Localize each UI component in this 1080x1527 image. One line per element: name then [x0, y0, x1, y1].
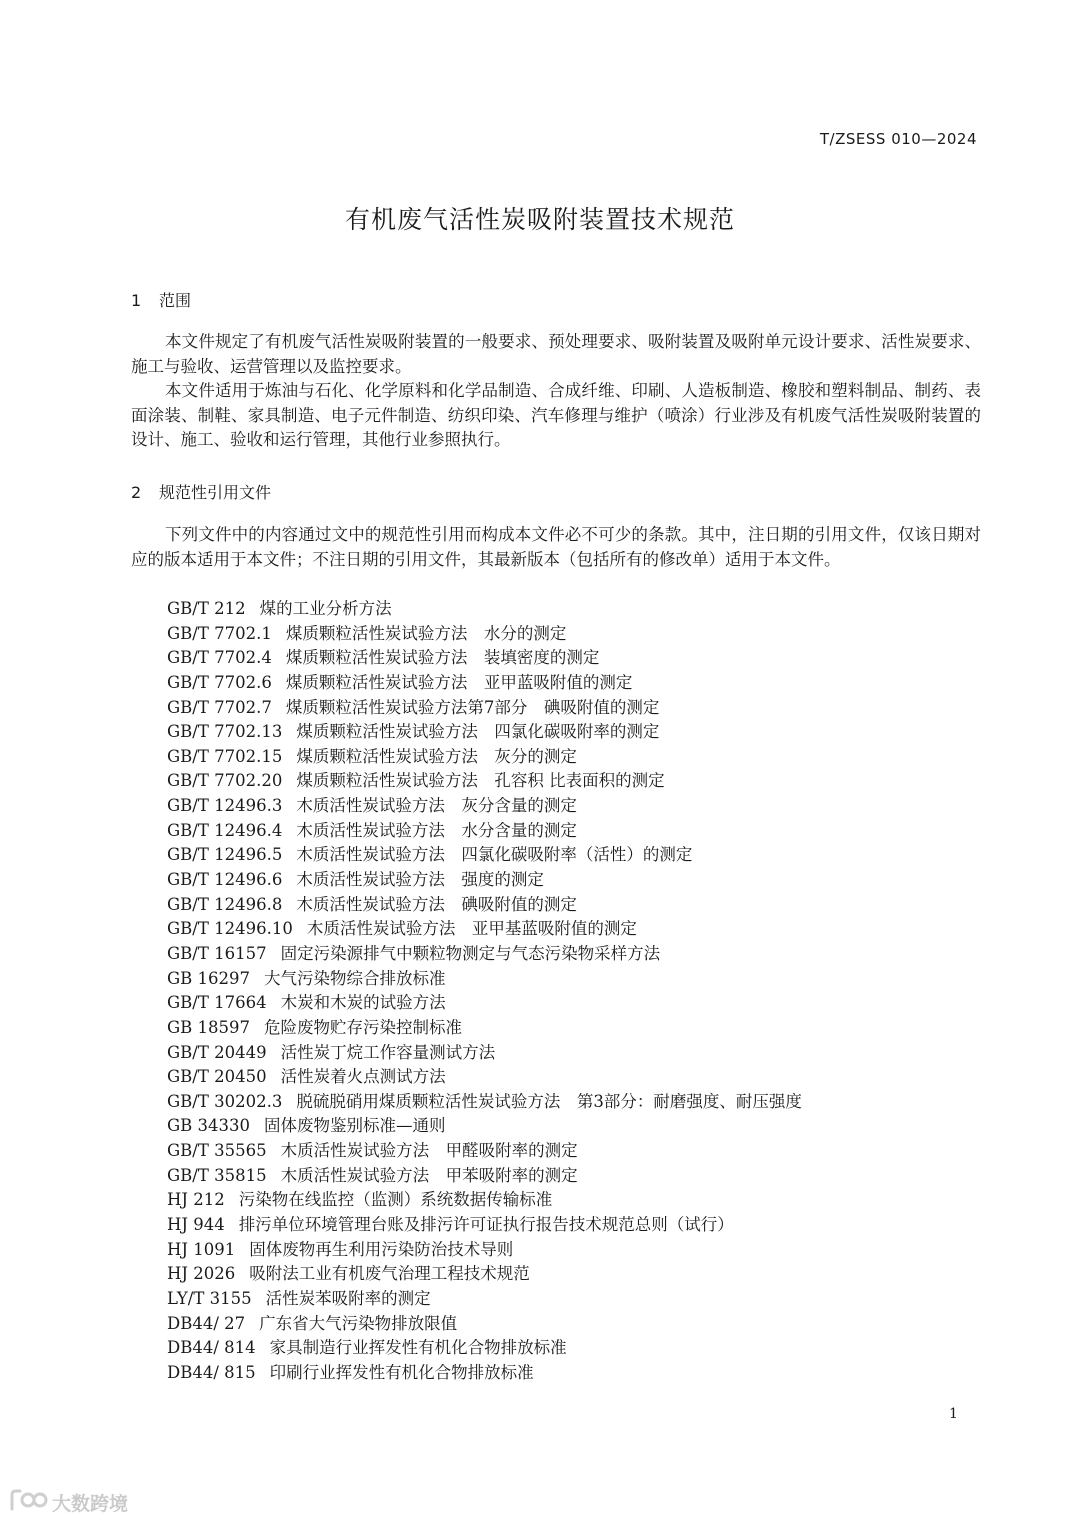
reference-item [167, 1139, 802, 1164]
reference-item [167, 646, 802, 671]
document-code: T/ZSESS 010—2024 [819, 130, 977, 148]
reference-item [167, 1188, 802, 1213]
section-2-number: 2 [131, 483, 142, 502]
reference-code: GB/T 12496.3 [167, 796, 283, 816]
reference-item [167, 1238, 802, 1263]
reference-item [167, 1336, 802, 1361]
reference-code: GB/T 20450 [167, 1067, 267, 1087]
reference-item [167, 991, 802, 1016]
reference-code: GB/T 7702.15 [167, 746, 283, 766]
page-number: 1 [949, 1406, 958, 1422]
reference-item [167, 1262, 802, 1287]
reference-item [167, 819, 802, 844]
reference-item [167, 1164, 802, 1189]
reference-code: HJ 212 [167, 1190, 225, 1210]
reference-item [167, 1016, 802, 1041]
reference-code: HJ 1091 [167, 1239, 236, 1259]
reference-item [167, 942, 802, 967]
section-1-heading [131, 288, 191, 311]
reference-title: 固定污染源排气中颗粒物测定与气态污染物采样方法 [280, 943, 661, 963]
reference-item [167, 1041, 802, 1066]
reference-code: GB/T 12496.8 [167, 894, 283, 914]
reference-title: 固体废物再生利用污染防治技术导则 [249, 1239, 514, 1259]
reference-code: GB/T 7702.13 [167, 722, 283, 742]
reference-item [167, 1065, 802, 1090]
section-2-title: 规范性引用文件 [159, 483, 272, 502]
watermark [8, 1487, 128, 1518]
reference-title: 活性炭着火点测试方法 [280, 1067, 446, 1087]
reference-title: 木质活性炭试验方法 灰分含量的测定 [296, 796, 577, 816]
reference-item [167, 917, 802, 942]
reference-code: GB 16297 [167, 968, 251, 988]
reference-code: GB/T 7702.4 [167, 648, 272, 668]
reference-code: GB/T 35565 [167, 1141, 267, 1161]
reference-item [167, 967, 802, 992]
reference-code: GB 18597 [167, 1017, 251, 1037]
reference-code: LY/T 3155 [167, 1288, 252, 1308]
reference-code: GB/T 7702.1 [167, 623, 272, 643]
reference-item [167, 671, 802, 696]
reference-title: 煤的工业分析方法 [259, 599, 392, 618]
reference-title: 印刷行业挥发性有机化合物排放标准 [269, 1362, 534, 1382]
reference-code: GB/T 17664 [167, 993, 267, 1013]
watermark-text: 大数跨境 [52, 1493, 129, 1515]
reference-code: DB44/ 27 [167, 1313, 246, 1333]
reference-code: HJ 944 [167, 1215, 225, 1235]
reference-item [167, 843, 802, 868]
reference-code: DB44/ 815 [167, 1362, 256, 1382]
reference-title: 煤质颗粒活性炭试验方法第7部分 碘吸附值的测定 [285, 697, 660, 717]
reference-title: 木质活性炭试验方法 甲苯吸附率的测定 [280, 1165, 578, 1185]
reference-title: 家具制造行业挥发性有机化合物排放标准 [269, 1338, 567, 1358]
reference-code: DB44/ 814 [167, 1338, 256, 1358]
reference-item [167, 1213, 802, 1238]
reference-code: GB 34330 [167, 1116, 251, 1136]
reference-title: 污染物在线监控（监测）系统数据传输标准 [238, 1190, 553, 1210]
reference-code: GB/T 212 [167, 599, 246, 618]
reference-title: 煤质颗粒活性炭试验方法 孔容积 比表面积的测定 [296, 771, 665, 791]
reference-title: 木质活性炭试验方法 水分含量的测定 [296, 820, 577, 840]
document-title: 有机废气活性炭吸附装置技术规范 [344, 205, 735, 234]
scope-paragraph-1: 本文件规定了有机废气活性炭吸附装置的一般要求、预处理要求、吸附装置及吸附单元设计要求、活性炭要求、施工与验收、运营管理以及监控要求。 [131, 332, 981, 376]
reference-item [167, 1114, 802, 1139]
brand-logo-icon [8, 1487, 48, 1518]
reference-title: 活性炭丁烷工作容量测试方法 [280, 1042, 496, 1062]
reference-item [167, 769, 802, 794]
reference-title: 煤质颗粒活性炭试验方法 灰分的测定 [296, 746, 577, 766]
references-intro: 下列文件中的内容通过文中的规范性引用而构成本文件必不可少的条款。其中，注日期的引用文件，仅该日期对应的版本适用于本文件；不注日期的引用文件，其最新版本（包括所有的修改单）适用于本文件。 [131, 525, 981, 569]
reference-title: 煤质颗粒活性炭试验方法 装填密度的测定 [285, 648, 600, 668]
reference-title: 木质活性炭试验方法 碘吸附值的测定 [296, 894, 577, 914]
reference-item [167, 1312, 802, 1337]
reference-item [167, 720, 802, 745]
reference-title: 煤质颗粒活性炭试验方法 亚甲蓝吸附值的测定 [285, 672, 633, 692]
reference-title: 大气污染物综合排放标准 [264, 968, 446, 988]
reference-code: GB/T 7702.20 [167, 771, 283, 791]
reference-code: GB/T 12496.5 [167, 845, 283, 865]
reference-title: 煤质颗粒活性炭试验方法 四氯化碳吸附率的测定 [296, 722, 660, 742]
reference-item [167, 597, 802, 622]
reference-title: 木炭和木炭的试验方法 [280, 993, 446, 1013]
reference-title: 固体废物鉴别标准—通则 [264, 1116, 446, 1136]
reference-title: 危险废物贮存污染控制标准 [264, 1017, 463, 1037]
reference-title: 煤质颗粒活性炭试验方法 水分的测定 [285, 623, 567, 643]
reference-title: 脱硫脱硝用煤质颗粒活性炭试验方法 第3部分：耐磨强度、耐压强度 [296, 1091, 802, 1111]
reference-item [167, 1287, 802, 1312]
reference-title: 木质活性炭试验方法 强度的测定 [296, 870, 544, 890]
reference-code: GB/T 16157 [167, 943, 267, 963]
reference-code: GB/T 12496.4 [167, 820, 283, 840]
reference-item [167, 622, 802, 647]
reference-item [167, 745, 802, 770]
reference-title: 木质活性炭试验方法 甲醛吸附率的测定 [280, 1141, 578, 1161]
section-1-number: 1 [131, 291, 142, 310]
reference-code: GB/T 7702.6 [167, 672, 272, 692]
reference-title: 木质活性炭试验方法 亚甲基蓝吸附值的测定 [306, 919, 637, 939]
reference-item [167, 1361, 802, 1386]
reference-code: GB/T 12496.10 [167, 919, 293, 939]
reference-item [167, 1090, 802, 1115]
reference-code: GB/T 12496.6 [167, 870, 283, 890]
reference-item [167, 893, 802, 918]
reference-title: 排污单位环境管理台账及排污许可证执行报告技术规范总则（试行） [238, 1215, 734, 1235]
reference-item [167, 794, 802, 819]
reference-code: GB/T 30202.3 [167, 1091, 283, 1111]
reference-list [167, 597, 802, 1386]
scope-paragraph-2: 本文件适用于炼油与石化、化学原料和化学品制造、合成纤维、印刷、人造板制造、橡胶和塑料制品、制药、表面涂装、制鞋、家具制造、电子元件制造、纺织印染、汽车修理与维护（喷涂）行业涉及有机废气活性炭吸附装置的设计、施工、验收和运行管理，其他行业参照执行。 [131, 381, 981, 449]
reference-item [167, 696, 802, 721]
reference-title: 吸附法工业有机废气治理工程技术规范 [249, 1264, 530, 1284]
reference-title: 活性炭苯吸附率的测定 [265, 1288, 431, 1308]
reference-title: 木质活性炭试验方法 四氯化碳吸附率（活性）的测定 [296, 845, 693, 865]
reference-item [167, 868, 802, 893]
reference-code: GB/T 7702.7 [167, 697, 272, 717]
reference-code: GB/T 35815 [167, 1165, 267, 1185]
reference-code: GB/T 20449 [167, 1042, 267, 1062]
section-1-title: 范围 [159, 291, 192, 310]
section-2-heading [131, 480, 271, 503]
reference-code: HJ 2026 [167, 1264, 236, 1284]
reference-title: 广东省大气污染物排放限值 [259, 1313, 458, 1333]
